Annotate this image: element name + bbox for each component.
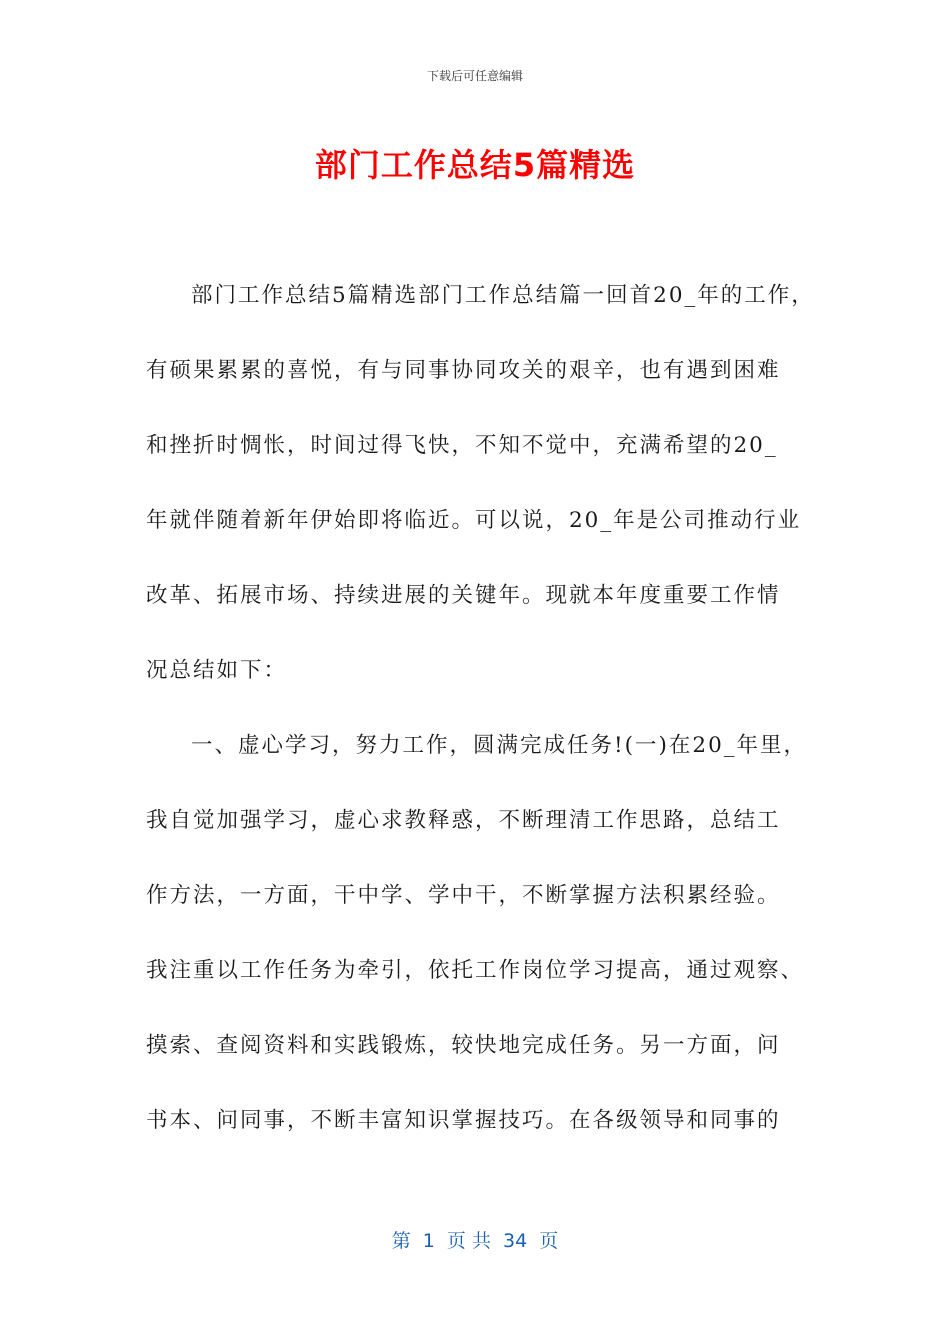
paragraph-line: 有硕果累累的喜悦，有与同事协同攻关的艰辛，也有遇到困难 — [146, 358, 781, 383]
paragraph-line: 摸索、查阅资料和实践锻炼，较快地完成任务。另一方面，问 — [146, 1033, 781, 1058]
document-title: 部门工作总结5篇精选 — [314, 146, 636, 184]
paragraph-line: 部门工作总结5篇精选部门工作总结篇一回首20_年的工作， — [191, 283, 815, 308]
paragraph-line: 我注重以工作任务为牵引，依托工作岗位学习提高，通过观察、 — [146, 958, 805, 983]
page-number-footer: 第 1 页 共 34 页 — [391, 1230, 559, 1252]
header-note: 下载后可任意编辑 — [426, 69, 523, 83]
paragraph-line: 年就伴随着新年伊始即将临近。可以说，20_年是公司推动行业 — [146, 508, 802, 533]
paragraph-line: 作方法，一方面，干中学、学中干，不断掌握方法积累经验。 — [146, 883, 781, 908]
paragraph-line: 一、虚心学习，努力工作，圆满完成任务!(一)在20_年里， — [191, 733, 808, 758]
paragraph-line: 改革、拓展市场、持续进展的关键年。现就本年度重要工作情 — [146, 583, 781, 608]
paragraph-line: 况总结如下： — [146, 658, 288, 683]
paragraph-line: 书本、问同事，不断丰富知识掌握技巧。在各级领导和同事的 — [146, 1108, 781, 1133]
paragraph-line: 我自觉加强学习，虚心求教释惑，不断理清工作思路，总结工 — [146, 808, 781, 833]
document-body — [146, 276, 826, 1176]
paragraph-line: 和挫折时惆怅，时间过得飞快，不知不觉中，充满希望的20_ — [146, 433, 778, 458]
